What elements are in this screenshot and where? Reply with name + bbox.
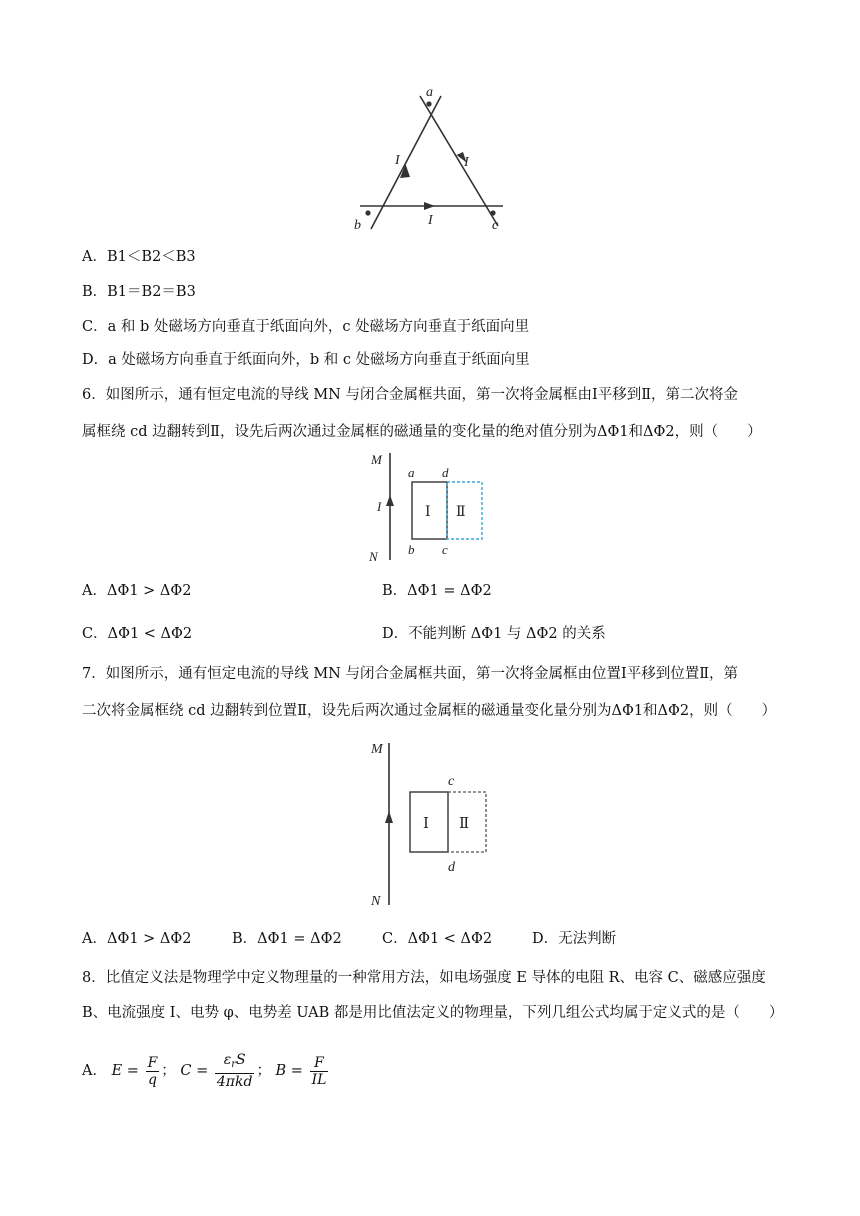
q6-option-c[interactable]: C．ΔΦ1 < ΔΦ2: [82, 626, 193, 642]
q5-option-d[interactable]: D．a 处磁场方向垂直于纸面向外，b 和 c 处磁场方向垂直于纸面向里: [82, 352, 530, 368]
label-current-right: I: [464, 155, 469, 170]
label-m: M: [371, 742, 383, 757]
label-c: c: [448, 774, 455, 789]
triangle-wire-figure: [340, 82, 520, 238]
dot-c: [490, 210, 495, 215]
q8-option-a-label: A．: [82, 1063, 107, 1079]
label-region-1: Ⅰ: [425, 505, 431, 520]
q7-figure: [365, 735, 495, 915]
dot-a: [426, 101, 431, 106]
q8-option-a-formula: E = $\frac{F}{q}$ ； C = $\frac{\varepsilon_rS}{\text{4πkd}}$ ； B = $\frac{F}{IL}$: [111, 1052, 327, 1090]
label-current-bottom: I: [428, 213, 433, 228]
label-region-2: Ⅱ: [456, 505, 466, 520]
label-b: b: [408, 542, 415, 557]
q5-option-b[interactable]: B．B1＝B2＝B3: [82, 284, 196, 300]
q6-stem-line2: 属框绕 cd 边翻转到Ⅱ，设先后两次通过金属框的磁通量的变化量的绝对值分别为ΔΦ1和ΔΦ2，则（ ）: [82, 424, 762, 440]
label-region-2: Ⅱ: [459, 816, 470, 832]
q7-option-d[interactable]: D．无法判断: [532, 931, 617, 947]
q6-stem-line1: 6．如图所示，通有恒定电流的导线 MN 与闭合金属框共面，第一次将金属框由Ⅰ平移到Ⅱ，第二次将金: [82, 387, 739, 403]
frame-position-1: [410, 792, 448, 852]
q7-option-c[interactable]: C．ΔΦ1 < ΔΦ2: [382, 931, 493, 947]
label-n: N: [369, 549, 378, 564]
label-a: a: [408, 465, 415, 480]
label-m: M: [371, 452, 382, 467]
q7-option-b[interactable]: B．ΔΦ1 = ΔΦ2: [232, 931, 342, 947]
label-d: d: [442, 465, 449, 480]
label-c: c: [492, 218, 499, 233]
label-region-1: Ⅰ: [423, 816, 429, 832]
current-arrow: [386, 495, 394, 506]
label-d: d: [448, 860, 455, 875]
current-arrow: [385, 811, 393, 823]
label-a: a: [426, 85, 433, 100]
dot-b: [365, 210, 370, 215]
q5-option-c[interactable]: C．a 和 b 处磁场方向垂直于纸面向外，c 处磁场方向垂直于纸面向里: [82, 319, 530, 335]
q8-stem-line1: 8．比值定义法是物理学中定义物理量的一种常用方法，如电场强度 E 导体的电阻 R、电容 C、磁感应强度: [82, 970, 766, 986]
q7-stem-line1: 7．如图所示，通有恒定电流的导线 MN 与闭合金属框共面，第一次将金属框由位置Ⅰ平移到位置Ⅱ，第: [82, 666, 739, 682]
q6-option-b[interactable]: B．ΔΦ1 = ΔΦ2: [382, 583, 492, 599]
q6-option-a[interactable]: A．ΔΦ1 > ΔΦ2: [82, 583, 192, 599]
label-n: N: [371, 894, 381, 909]
q6-option-d[interactable]: D．不能判断 ΔΦ1 与 ΔΦ2 的关系: [382, 626, 606, 642]
label-b: b: [354, 218, 361, 233]
label-c: c: [442, 542, 448, 557]
q6-figure: [365, 450, 495, 566]
q8-option-a[interactable]: [82, 1052, 330, 1090]
q8-stem-line2: B、电流强度 I、电势 φ、电势差 UAB 都是用比值法定义的物理量，下列几组公式均属于定义式的是（ ）: [82, 1005, 784, 1021]
label-i: I: [377, 499, 382, 514]
left-wire: [371, 96, 441, 229]
q7-option-a[interactable]: A．ΔΦ1 > ΔΦ2: [82, 931, 192, 947]
q5-option-a[interactable]: A．B1＜B2＜B3: [82, 249, 196, 265]
label-current-left: I: [395, 153, 400, 168]
arrow-bottom-wire: [424, 202, 435, 210]
q7-stem-line2: 二次将金属框绕 cd 边翻转到位置Ⅱ，设先后两次通过金属框的磁通量变化量分别为ΔΦ1和ΔΦ2，则（ ）: [82, 703, 777, 719]
